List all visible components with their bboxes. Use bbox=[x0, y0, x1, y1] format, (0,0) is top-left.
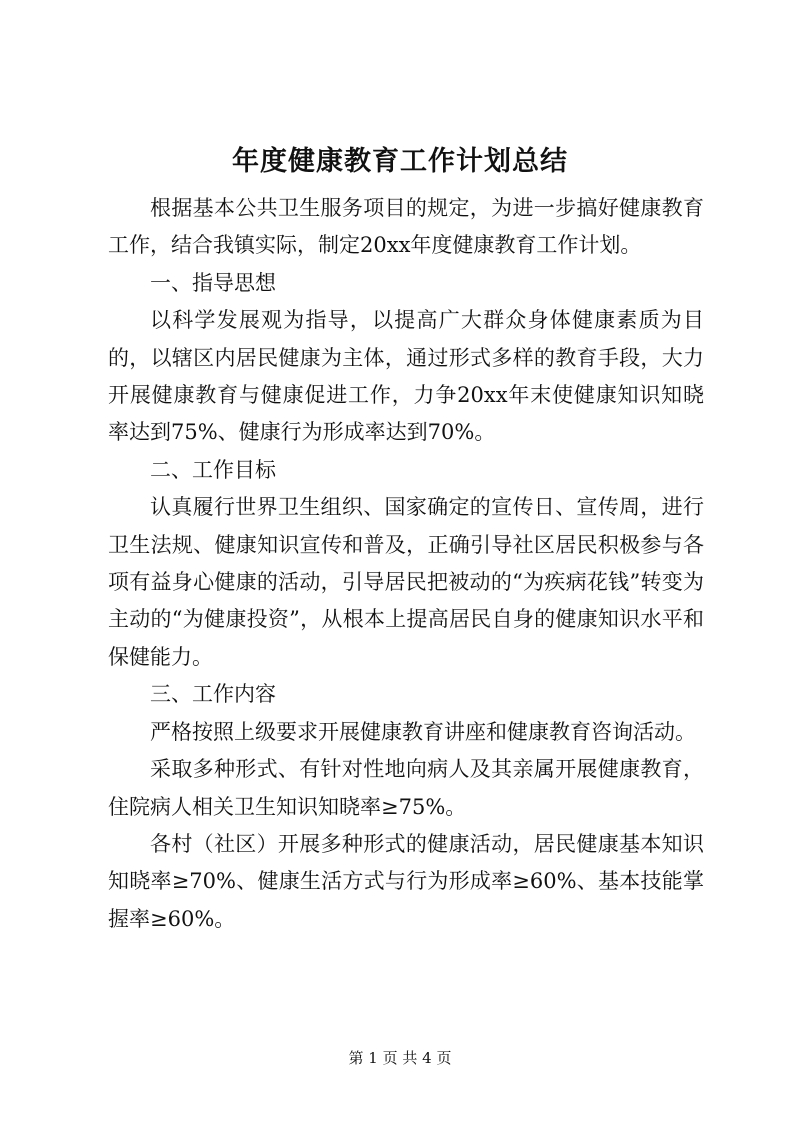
work-goals-paragraph: 认真履行世界卫生组织、国家确定的宣传日、宣传周，进行卫生法规、健康知识宣传和普及，正确引导社区居民积极参与各项有益身心健康的活动，引导居民把被动的“为疾病花钱”转变为主动的“为健康投资”，从根本上提高居民自身的健康知识水平和保健能力。 bbox=[108, 495, 704, 669]
section-heading-work-content: 三、工作内容 bbox=[150, 682, 276, 707]
work-content-paragraph-3: 各村（社区）开展多种形式的健康活动，居民健康基本知识知晓率≥70%、健康生活方式与行为形成率≥60%、基本技能掌握率≥60%。 bbox=[108, 831, 704, 931]
intro-paragraph: 根据基本公共卫生服务项目的规定，为进一步搞好健康教育工作，结合我镇实际，制定20xx年度健康教育工作计划。 bbox=[108, 196, 704, 258]
section-heading-work-goals: 二、工作目标 bbox=[150, 457, 276, 482]
document-title: 年度健康教育工作计划总结 bbox=[232, 146, 568, 177]
work-content-paragraph-2: 采取多种形式、有针对性地向病人及其亲属开展健康教育，住院病人相关卫生知识知晓率≥75%。 bbox=[108, 757, 704, 819]
guiding-ideology-paragraph: 以科学发展观为指导，以提高广大群众身体健康素质为目的，以辖区内居民健康为主体，通过形式多样的教育手段，大力开展健康教育与健康促进工作，力争20xx年末使健康知识知晓率达到75%、健康行为形成率达到70%。 bbox=[108, 308, 704, 445]
work-content-paragraph-1: 严格按照上级要求开展健康教育讲座和健康教育咨询活动。 bbox=[150, 719, 696, 744]
document-body bbox=[108, 190, 704, 938]
section-heading-guiding-ideology: 一、指导思想 bbox=[150, 270, 276, 295]
page-number-footer: 第 1 页 共 4 页 bbox=[348, 1049, 452, 1067]
